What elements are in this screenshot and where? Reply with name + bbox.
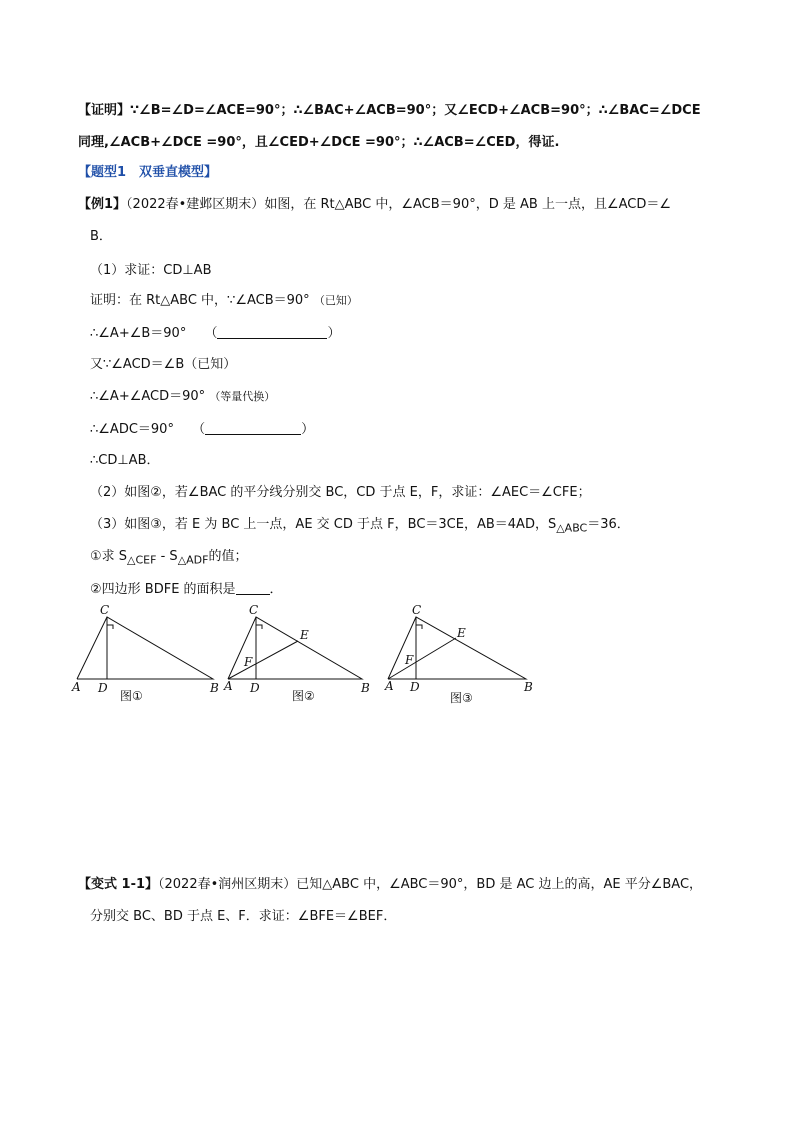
fig2-label-d: D	[250, 681, 260, 695]
section-title: 【题型1 双垂直模型】	[78, 165, 218, 180]
proof-line-2-text: ∴∠A+∠B＝90°	[90, 326, 187, 341]
proof-line-1-note: （已知）	[313, 294, 358, 307]
example-1-source: （2022春•建邺区期末）	[126, 197, 265, 212]
proof-blank-2[interactable]	[205, 420, 301, 435]
example-1-stem-cont: B．	[90, 229, 112, 244]
fig3-label-f: F	[405, 653, 414, 667]
question-3-subscript: △ABC	[556, 521, 588, 535]
fig2-label-e: E	[300, 628, 309, 642]
variant-1-1	[78, 876, 702, 894]
fig1-label-a: A	[72, 680, 81, 694]
subquestion-2	[90, 580, 283, 599]
fig1-label-d: D	[98, 681, 108, 695]
fig3-label-c: C	[412, 603, 422, 617]
proof-line-1	[90, 292, 358, 310]
variant-line-2: 分别交 BC、BD 于点 E、F．求证：∠BFE＝∠BEF．	[90, 909, 397, 924]
subquestion-1-b: - S	[156, 549, 178, 564]
area-answer-blank[interactable]	[236, 580, 270, 595]
figure-1-caption: 图①	[120, 689, 143, 703]
subquestion-1-c: 的值；	[208, 549, 248, 564]
figure-3-caption: 图③	[450, 691, 473, 705]
example-1-label: 【例1】	[78, 197, 127, 212]
fig3-label-a: A	[385, 679, 394, 693]
question-3	[90, 516, 630, 538]
subquestion-1-sub-2: △ADF	[177, 553, 209, 567]
figure-2-caption: 图②	[292, 689, 315, 703]
example-1-stem	[78, 196, 671, 214]
proof-line-6: ∴CD⊥AB．	[90, 453, 160, 468]
fig2-label-f: F	[244, 655, 253, 669]
proof-line-4-text: ∴∠A+∠ACD＝90°	[90, 389, 206, 404]
fig1-label-b: B	[210, 681, 219, 695]
question-3-end: ＝36．	[587, 517, 630, 532]
subquestion-2-b: ．	[269, 582, 283, 597]
proof-intro-line-1: 【证明】∵∠B=∠D=∠ACE=90°；∴∠BAC+∠ACB=90°；又∠ECD+∠ACB=90°；∴∠BAC=∠DCE	[78, 103, 701, 118]
subquestion-2-a: ②四边形 BDFE 的面积是	[90, 582, 236, 597]
fig1-label-c: C	[100, 603, 110, 617]
geometry-figures	[60, 598, 550, 710]
variant-source: （2022春•润州区期末）	[158, 877, 297, 892]
proof-line-1-text: 证明：在 Rt△ABC 中，∵∠ACB＝90°	[90, 293, 310, 308]
proof-intro-line-2: 同理,∠ACB+∠DCE =90°，且∠CED+∠DCE =90°；∴∠ACB=∠CED，得证.	[78, 135, 560, 150]
subquestion-1-sub-1: △CEF	[127, 553, 157, 567]
proof-line-2: ∴∠A+∠B＝90° （ ）	[90, 326, 341, 341]
variant-line-1: 已知△ABC 中，∠ABC＝90°，BD 是 AC 边上的高，AE 平分∠BAC，	[296, 877, 703, 892]
example-1-stem-text: 如图，在 Rt△ABC 中，∠ACB＝90°，D 是 AB 上一点，且∠ACD＝∠	[264, 197, 672, 212]
fig3-label-e: E	[457, 626, 466, 640]
question-2: （2）如图②，若∠BAC 的平分线分别交 BC，CD 于点 E，F，求证：∠AEC＝∠CFE；	[90, 485, 591, 500]
variant-label: 【变式 1-1】	[78, 877, 159, 892]
fig3-label-d: D	[410, 680, 420, 694]
fig2-label-b: B	[361, 681, 370, 695]
figure-2	[228, 617, 362, 679]
fig3-label-b: B	[524, 680, 533, 694]
question-1: （1）求证：CD⊥AB	[90, 263, 212, 278]
proof-blank-1[interactable]	[217, 324, 327, 339]
proof-line-5-text: ∴∠ADC＝90°	[90, 422, 174, 437]
fig2-label-a: A	[224, 679, 233, 693]
proof-line-4-note: （等量代换）	[209, 390, 276, 403]
proof-line-5: ∴∠ADC＝90° （ ）	[90, 422, 315, 437]
question-3-text: （3）如图③，若 E 为 BC 上一点，AE 交 CD 于点 F，BC＝3CE，AB＝4AD，S	[90, 517, 557, 532]
proof-line-3: 又∵∠ACD＝∠B（已知）	[90, 357, 237, 372]
proof-line-4	[90, 388, 275, 406]
subquestion-1	[90, 548, 248, 570]
subquestion-1-a: ①求 S	[90, 549, 128, 564]
figure-1	[77, 617, 213, 679]
fig2-label-c: C	[249, 603, 259, 617]
